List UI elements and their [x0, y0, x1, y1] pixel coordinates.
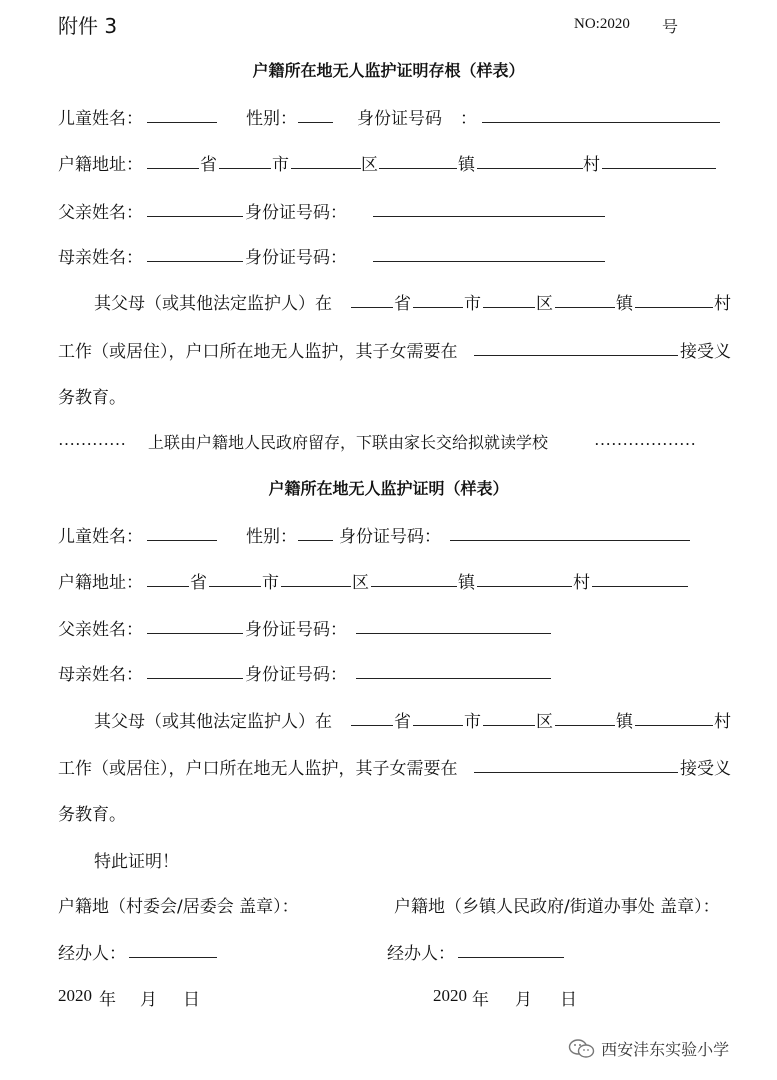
mother-id-blank-2[interactable]	[356, 678, 551, 679]
para-village-label: 村	[714, 294, 731, 314]
child-name-blank[interactable]	[147, 122, 217, 123]
village-extra-blank-2[interactable]	[592, 586, 688, 587]
date-day-label-left: 日	[183, 990, 200, 1010]
village-blank-2[interactable]	[477, 586, 572, 587]
district-label: 区	[361, 155, 378, 175]
town-label-2: 镇	[458, 573, 475, 593]
para-district-blank-2[interactable]	[483, 725, 535, 726]
gender-blank[interactable]	[298, 122, 333, 123]
para-village-label-2: 村	[714, 712, 731, 732]
child-name-label: 儿童姓名：	[58, 109, 143, 129]
para-town-blank-2[interactable]	[555, 725, 615, 726]
para-town-blank[interactable]	[555, 307, 615, 308]
father-id-label-2: 身份证号码：	[245, 620, 347, 640]
date-year-right: 2020	[433, 986, 467, 1005]
address-label-2: 户籍地址：	[58, 573, 143, 593]
village-blank[interactable]	[477, 168, 583, 169]
para-city-label-2: 市	[464, 712, 481, 732]
watermark	[568, 1037, 729, 1064]
father-id-blank-2[interactable]	[356, 633, 551, 634]
para1-text-2: 其父母（或其他法定监护人）在	[94, 712, 332, 732]
para-district-blank[interactable]	[483, 307, 535, 308]
para2-text: 工作（或居住），户口所在地无人监护，其子女需要在	[58, 342, 458, 362]
para-province-label: 省	[394, 294, 411, 314]
id-blank[interactable]	[482, 122, 720, 123]
date-year-label-left: 年	[99, 990, 116, 1010]
province-label-2: 省	[190, 573, 207, 593]
father-name-blank[interactable]	[147, 216, 243, 217]
attachment-label: 附件 3	[58, 14, 118, 38]
para2-text-2: 工作（或居住），户口所在地无人监护，其子女需要在	[58, 759, 458, 779]
village-extra-blank[interactable]	[602, 168, 716, 169]
address-label: 户籍地址：	[58, 155, 143, 175]
separator-text: 上联由户籍地人民政府留存，下联由家长交给拟就读学校	[148, 433, 549, 452]
district-blank[interactable]	[291, 168, 361, 169]
date-month-label-right: 月	[515, 990, 532, 1010]
father-name-label-2: 父亲姓名：	[58, 620, 143, 640]
district-label-2: 区	[352, 573, 369, 593]
handler-blank-left[interactable]	[129, 957, 217, 958]
para3-text: 务教育。	[58, 388, 126, 408]
wechat-icon	[568, 1038, 596, 1064]
handler-label-left: 经办人：	[58, 944, 126, 964]
para-town-label: 镇	[616, 294, 633, 314]
father-id-label: 身份证号码：	[245, 203, 347, 223]
city-label-2: 市	[262, 573, 279, 593]
para-district-label: 区	[536, 294, 553, 314]
id-colon: ：	[460, 109, 477, 129]
para3-text-2: 务教育。	[58, 805, 126, 825]
mother-name-label: 母亲姓名：	[58, 248, 143, 268]
town-blank-2[interactable]	[371, 586, 457, 587]
school-blank-2[interactable]	[474, 772, 678, 773]
father-name-label: 父亲姓名：	[58, 203, 143, 223]
para-village-blank-2[interactable]	[635, 725, 713, 726]
id-label-2: 身份证号码：	[339, 527, 441, 547]
child-name-label-2: 儿童姓名：	[58, 527, 143, 547]
province-blank[interactable]	[147, 168, 199, 169]
stub-title: 户籍所在地无人监护证明存根（样表）	[252, 61, 525, 80]
village-committee-stamp-label: 户籍地（村委会/居委会 盖章）：	[58, 897, 299, 917]
id-blank-2[interactable]	[450, 540, 690, 541]
gender-blank-2[interactable]	[298, 540, 333, 541]
city-blank[interactable]	[219, 168, 271, 169]
province-blank-2[interactable]	[147, 586, 189, 587]
mother-id-label: 身份证号码：	[245, 248, 347, 268]
para-city-blank-2[interactable]	[413, 725, 463, 726]
watermark-text: 西安沣东实验小学	[601, 1040, 730, 1059]
city-blank-2[interactable]	[209, 586, 261, 587]
separator-right-dots: ………………	[594, 430, 696, 449]
para2-end: 接受义	[680, 342, 731, 362]
village-label-2: 村	[573, 573, 590, 593]
mother-name-blank[interactable]	[147, 261, 243, 262]
document-number-suffix: 号	[662, 17, 679, 36]
para-village-blank[interactable]	[635, 307, 713, 308]
town-government-stamp-label: 户籍地（乡镇人民政府/街道办事处 盖章）：	[394, 897, 720, 917]
school-blank[interactable]	[474, 355, 678, 356]
para-province-label-2: 省	[394, 712, 411, 732]
gender-label-2: 性别：	[246, 527, 297, 547]
para-city-blank[interactable]	[413, 307, 463, 308]
id-label: 身份证号码	[357, 109, 442, 129]
certify-text: 特此证明！	[94, 852, 179, 872]
province-label: 省	[200, 155, 217, 175]
town-blank[interactable]	[379, 168, 457, 169]
para-province-blank[interactable]	[351, 307, 393, 308]
father-name-blank-2[interactable]	[147, 633, 243, 634]
date-month-label-left: 月	[140, 990, 157, 1010]
handler-blank-right[interactable]	[458, 957, 564, 958]
para-district-label-2: 区	[536, 712, 553, 732]
mother-name-label-2: 母亲姓名：	[58, 665, 143, 685]
certificate-title: 户籍所在地无人监护证明（样表）	[268, 479, 509, 498]
town-label: 镇	[458, 155, 475, 175]
mother-id-label-2: 身份证号码：	[245, 665, 347, 685]
village-label: 村	[583, 155, 600, 175]
para-city-label: 市	[464, 294, 481, 314]
gender-label: 性别：	[246, 109, 297, 129]
date-year-left: 2020	[58, 986, 92, 1005]
father-id-blank[interactable]	[373, 216, 605, 217]
city-label: 市	[272, 155, 289, 175]
document-number-label: NO:2020	[574, 16, 630, 32]
para-province-blank-2[interactable]	[351, 725, 393, 726]
child-name-blank-2[interactable]	[147, 540, 217, 541]
para2-end-2: 接受义	[680, 759, 731, 779]
handler-label-right: 经办人：	[387, 944, 455, 964]
mother-id-blank[interactable]	[373, 261, 605, 262]
para-town-label-2: 镇	[616, 712, 633, 732]
date-year-label-right: 年	[472, 990, 489, 1010]
separator-left-dots: …………	[58, 430, 126, 449]
date-day-label-right: 日	[560, 990, 577, 1010]
district-blank-2[interactable]	[281, 586, 351, 587]
para1-text: 其父母（或其他法定监护人）在	[94, 294, 332, 314]
mother-name-blank-2[interactable]	[147, 678, 243, 679]
